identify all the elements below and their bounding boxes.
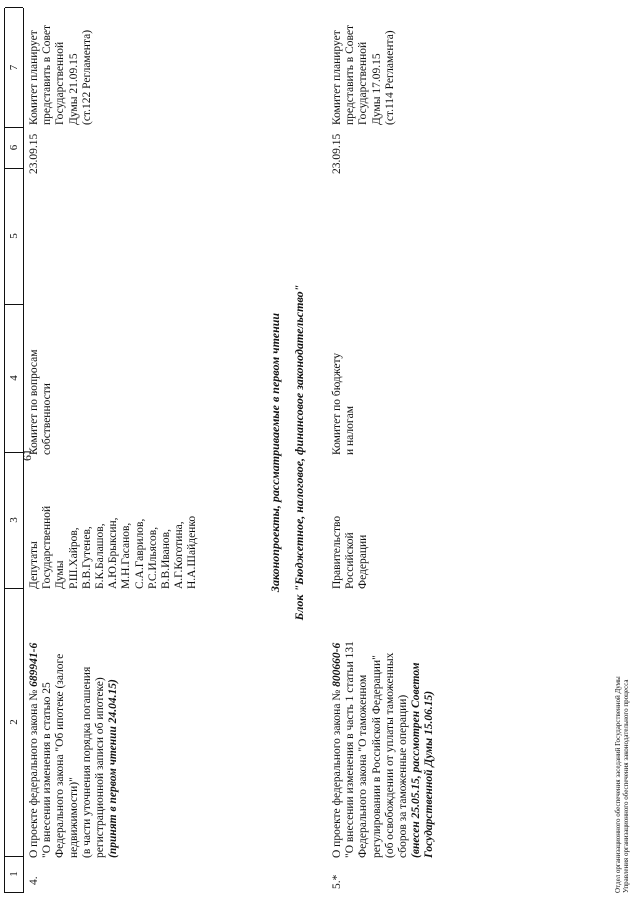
- footer-line-1: Отдел организационного обеспечения заседаний Государственной Думы: [614, 676, 622, 893]
- initiator-line: Р.Ш.Хайров,: [67, 527, 80, 589]
- initiator-line: С.А.Гаврилов,: [133, 518, 146, 589]
- column-header-3: 3: [5, 452, 23, 589]
- description-line: (принят в первом чтении 24.04.15): [107, 679, 120, 858]
- description-line: Федерального закона "Об ипотеке (залоге: [54, 653, 67, 858]
- column-number-header: [4, 8, 24, 893]
- description-line: "О внесении изменения в статью 25: [41, 682, 54, 858]
- description-line: (об освобождении от уплаты таможенных: [383, 652, 396, 858]
- note-line: Комитет планирует: [331, 30, 343, 125]
- row-4-initiators: [28, 506, 200, 589]
- initiator-line: Российской: [344, 532, 357, 589]
- description-line: регистрационной записи об ипотеке): [94, 677, 107, 858]
- committee-line: Комитет по бюджету: [331, 352, 343, 455]
- description-line: Федерального закона "О таможенном: [357, 674, 370, 858]
- initiator-line: Р.С.Ильясов,: [146, 526, 159, 589]
- initiator-line: Федерации: [357, 534, 370, 589]
- description-line: О проекте федерального закона № 689941-6: [28, 642, 40, 858]
- note-line: Думы 21.09.15: [67, 53, 80, 125]
- note-line: представить в Совет: [344, 24, 357, 125]
- initiator-line: В.В.Иванов,: [160, 529, 173, 589]
- committee-line: и налогам: [344, 406, 357, 455]
- row-4-committee: [28, 349, 54, 455]
- initiator-line: Б.К.Балашов,: [94, 523, 107, 589]
- description-line: сборов за таможенные операции): [397, 694, 410, 858]
- note-line: (ст.122 Регламента): [80, 29, 93, 125]
- row-5-bill-description: [331, 641, 437, 858]
- note-line: Думы 17.09.15: [370, 53, 383, 125]
- row-4-bill-description: [28, 643, 120, 858]
- column-header-5: 5: [5, 168, 23, 305]
- committee-line: Комитет по вопросам: [28, 349, 40, 455]
- block-title: Блок "Бюджетное, налоговое, финансовое законодательство": [292, 284, 306, 621]
- row-4-note: [28, 25, 94, 125]
- row-5-committee: [331, 353, 357, 455]
- initiator-line: Думы: [54, 560, 67, 589]
- initiator-line: А.Г.Коготина,: [173, 521, 186, 589]
- column-header-6: 6: [5, 127, 23, 169]
- row-4-date: 23.09.15: [28, 133, 40, 174]
- description-line: "О внесении изменения в часть 1 статьи 131: [344, 641, 357, 858]
- column-header-2: 2: [5, 588, 23, 857]
- initiator-line: А.Ю.Брыксин,: [107, 517, 120, 589]
- row-5-number: 5.*: [331, 874, 343, 889]
- column-header-1: 1: [5, 856, 23, 893]
- description-line: Государственной Думы 15.06.15): [423, 690, 436, 858]
- footer-line-2: Управления организационного обеспечения законодательного процесса: [622, 679, 630, 893]
- description-line: (в части уточнения порядка погашения: [80, 666, 93, 858]
- note-line: Комитет планирует: [28, 30, 40, 125]
- initiator-line: М.Н.Гасанов,: [120, 522, 133, 589]
- note-line: Государственной: [357, 41, 370, 125]
- initiator-line: Государственной: [41, 505, 54, 589]
- initiator-line: Депутаты: [28, 541, 40, 589]
- description-line: недвижимости)": [67, 777, 80, 858]
- note-line: Государственной: [54, 41, 67, 125]
- column-header-7: 7: [5, 7, 23, 128]
- row-5-initiators: [331, 516, 371, 589]
- footer: [614, 676, 630, 893]
- section-title: Законопроекты, рассматриваемые в первом чтении: [268, 312, 282, 593]
- note-line: представить в Совет: [41, 24, 54, 125]
- page-number: 61: [20, 449, 34, 461]
- initiator-line: Правительство: [331, 515, 343, 589]
- description-line: (внесен 25.05.15, рассмотрен Советом: [410, 662, 423, 858]
- committee-line: собственности: [41, 383, 54, 455]
- initiator-line: В.В.Гутенев,: [80, 526, 93, 589]
- initiator-line: Н.А.Шайденко: [186, 515, 199, 589]
- note-line: (ст.114 Регламента): [383, 30, 396, 125]
- description-line: О проекте федерального закона № 800660-6: [331, 642, 343, 858]
- row-5-note: [331, 25, 397, 125]
- description-line: регулировании в Российской Федерации": [370, 655, 383, 858]
- row-5-date: 23.09.15: [331, 133, 343, 174]
- row-4-number: 4.: [28, 876, 40, 885]
- column-header-4: 4: [5, 304, 23, 453]
